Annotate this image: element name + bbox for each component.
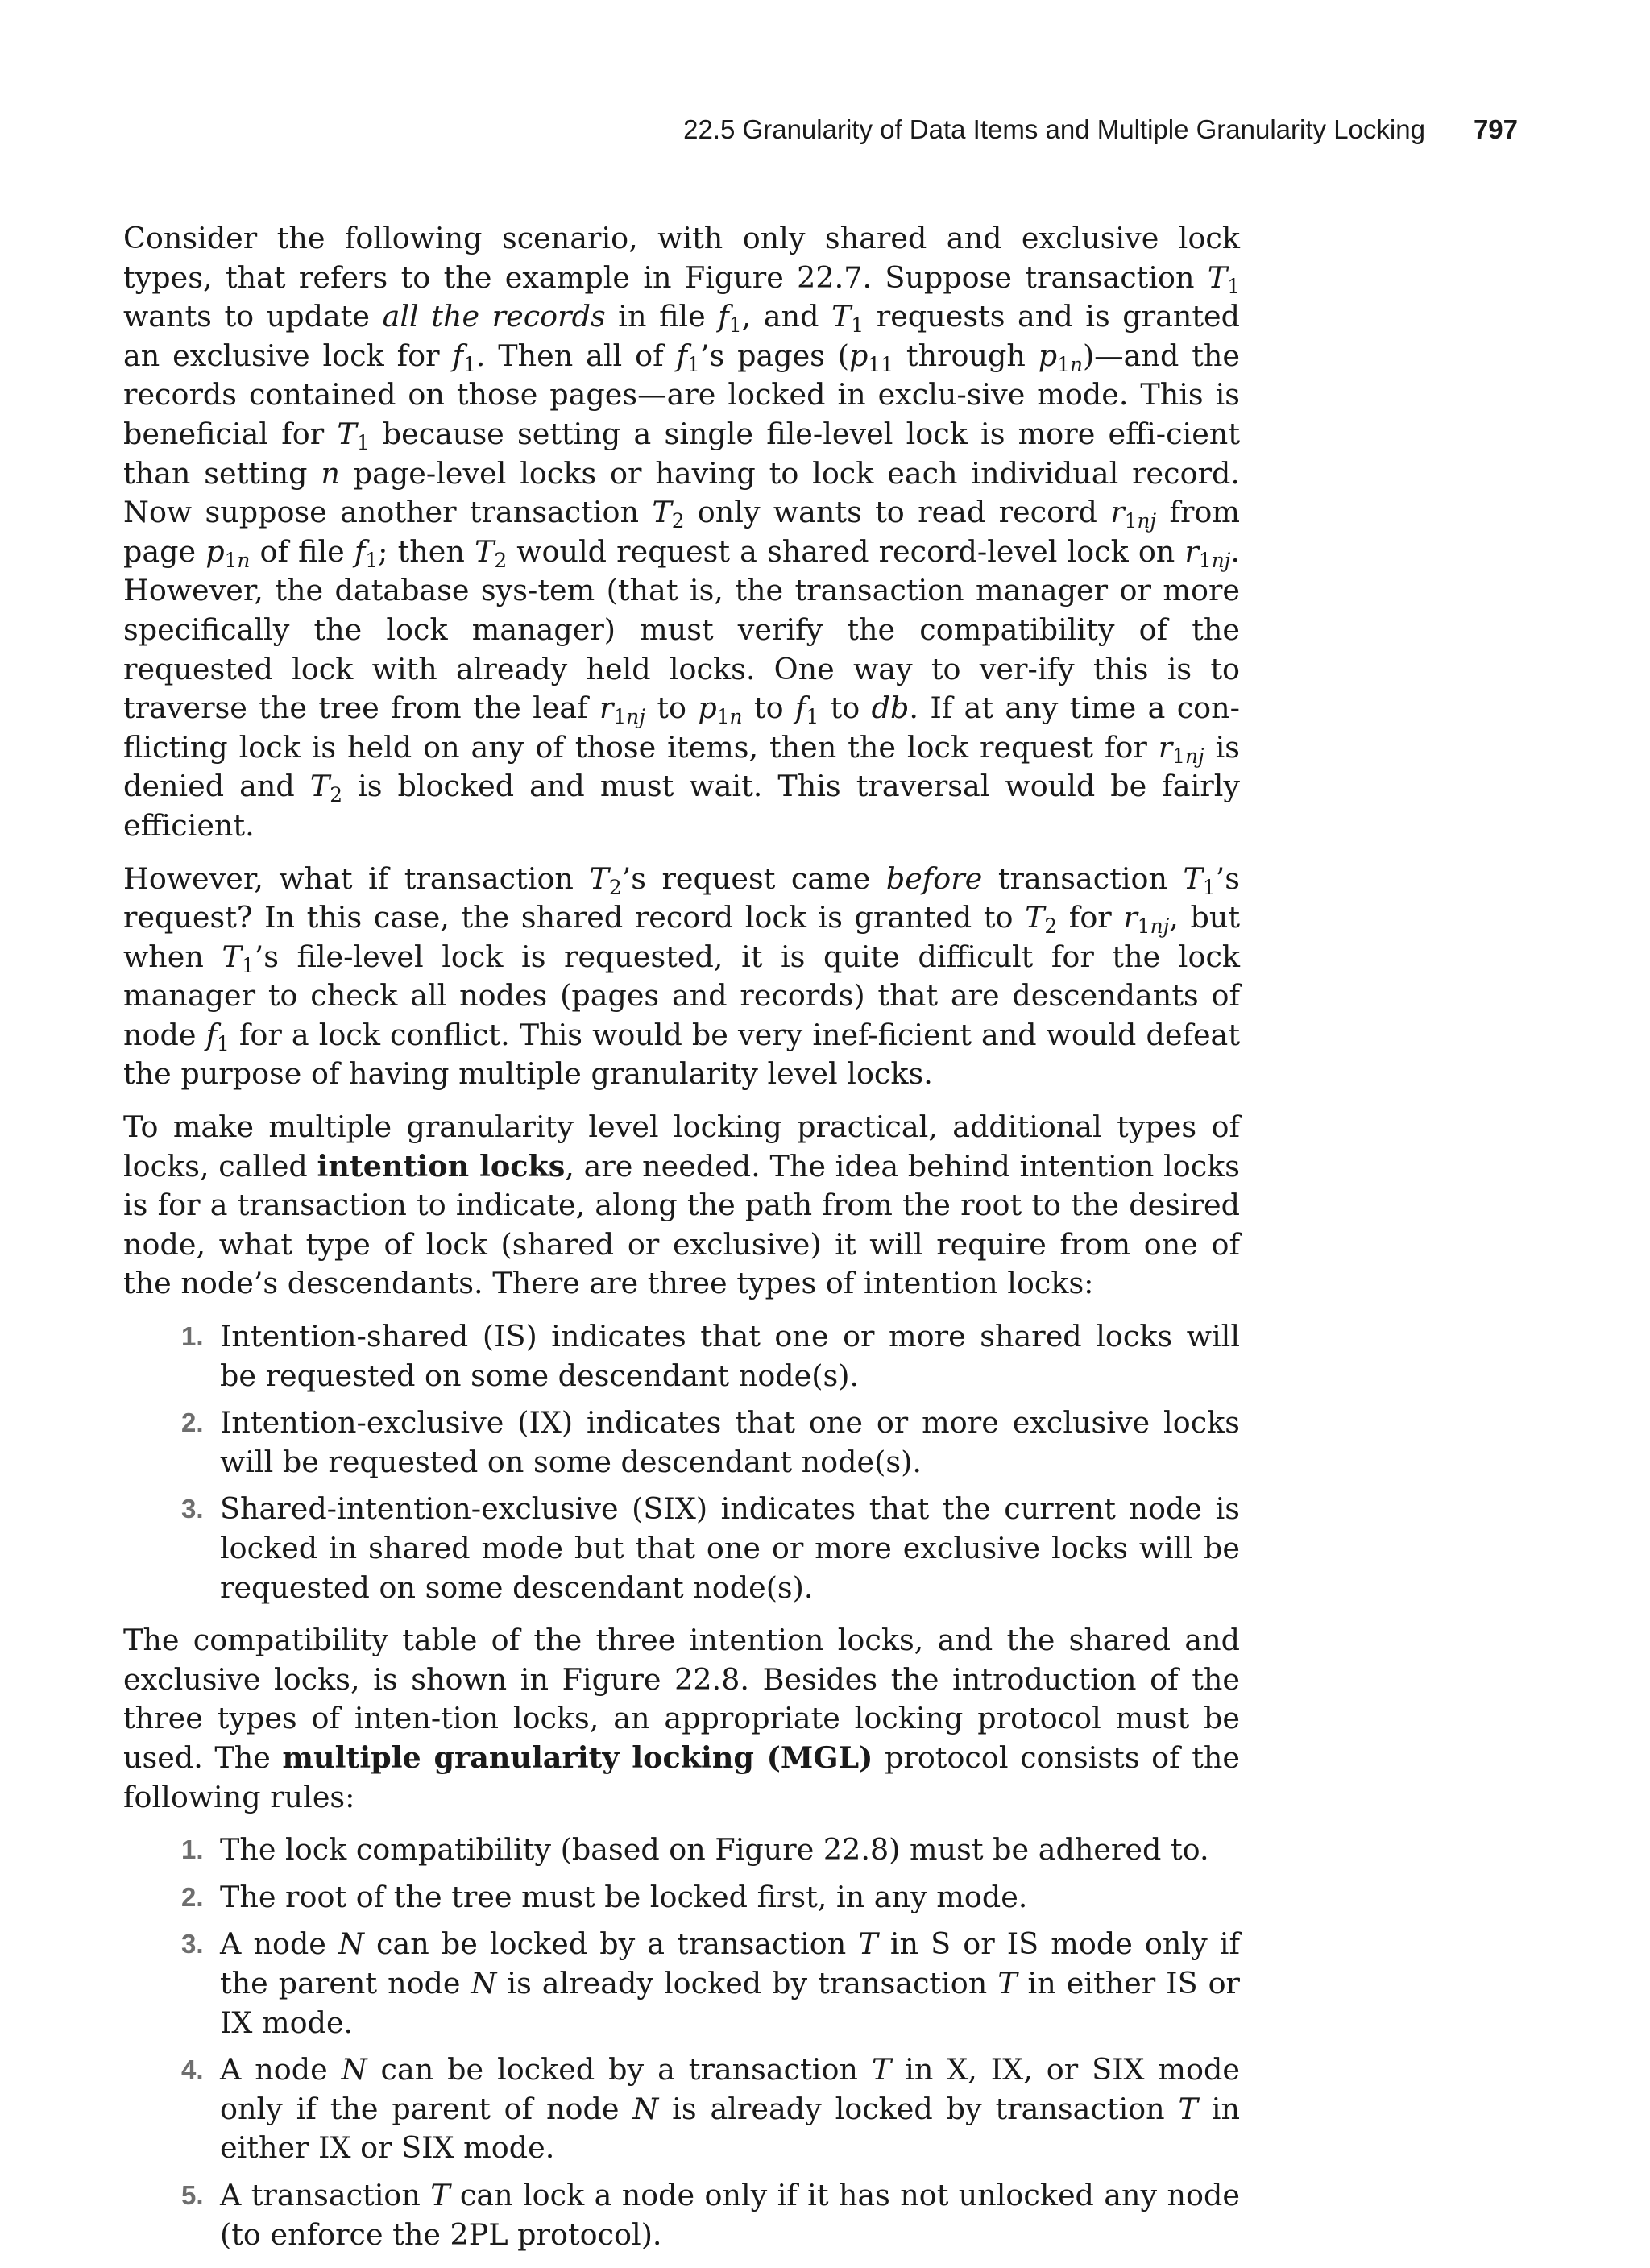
list-item bbox=[181, 1878, 1240, 1918]
list-number: 1. bbox=[181, 1321, 204, 1352]
mgl-rules-list bbox=[123, 1831, 1240, 2254]
list-item-text: The root of the tree must be locked first, in any mode. bbox=[220, 1879, 1028, 1914]
list-item bbox=[181, 2050, 1240, 2168]
running-head bbox=[683, 114, 1518, 145]
list-item-text: Shared-intention-exclusive (SIX) indicates that the current node is locked in shared mode but that one or more exclusive locks will be requested on some descendant node(s). bbox=[220, 1491, 1240, 1605]
list-item bbox=[181, 2176, 1240, 2254]
section-title: 22.5 Granularity of Data Items and Multiple Granularity Locking bbox=[683, 114, 1425, 144]
list-item-text: A node N can be locked by a transaction T in S or IS mode only if the parent node N is already locked by transaction T in either IS or IX mode. bbox=[220, 1926, 1240, 2040]
list-number: 5. bbox=[181, 2179, 204, 2210]
list-number: 2. bbox=[181, 1408, 204, 1438]
list-number: 1. bbox=[181, 1835, 204, 1865]
list-item-text: Intention-exclusive (IX) indicates that one or more exclusive locks will be requested on some descendant node(s). bbox=[220, 1405, 1240, 1479]
list-item-text: The lock compatibility (based on Figure 22.8) must be adhered to. bbox=[220, 1832, 1209, 1868]
list-number: 2. bbox=[181, 1881, 204, 1912]
list-item-text: Intention-shared (IS) indicates that one or more shared locks will be requested on some descendant node(s). bbox=[220, 1319, 1240, 1393]
paragraph-reverse-order: However, what if transaction $T_2’s$ request came before transaction $T_1’s$ request? In this case, the shared record lock is granted to $T_2$ for $r_{1nj}$, but when $T_1’s$ file-level lock is requested, it is quite difficult for the lock manager to check all nodes (pages and records) that are descendants of node $f_1$ for a lock conflict. This would be very inef-​ficient and would defeat the purpose of having multiple granularity level locks. bbox=[123, 860, 1241, 1092]
paragraph-scenario: Consider the following scenario, with only shared and exclusive lock types, that refers to the example in Figure 22.7. Suppose transaction $T_1$ wants to update all the records in file $f_1$, and $T_1$ requests and is granted an exclusive lock for $f_1$. Then all of $f_1’s$ pages ($p_{11}$ through $p_{1n})—and$ the records contained on those pages—are locked in exclu-​sive mode. This is beneficial for $T_1$ because setting a single file-level lock is more effi-​cient than setting n page-level locks or having to lock each individual record. Now suppose another transaction $T_2$ only wants to read record $r_{1nj}$ from page $p_{1n}$ of file $f_1$; then $T_2$ would request a shared record-level lock on $r_{1nj}$. However, the database sys-​tem (that is, the transaction manager or more specifically the lock manager) must verify the compatibility of the requested lock with already held locks. One way to ver-​ify this is to traverse the tree from the leaf $r_{1nj}$ to $p_{1n}$ to $f_1$ to db. If at any time a con-​flicting lock is held on any of those items, then the lock request for $r_{1nj}$ is denied and $T_2$ is blocked and must wait. This traversal would be fairly efficient. bbox=[123, 221, 1240, 843]
list-number: 3. bbox=[181, 1929, 204, 1959]
list-number: 3. bbox=[181, 1494, 204, 1524]
list-item bbox=[181, 1404, 1240, 1482]
list-number: 4. bbox=[181, 2054, 204, 2085]
list-item-text: A node N can be locked by a transaction T in X, IX, or SIX mode only if the parent of node N is already locked by transaction T in either IX or SIX mode. bbox=[220, 2052, 1240, 2166]
list-item bbox=[181, 1490, 1240, 1607]
intention-lock-list bbox=[123, 1317, 1240, 1607]
list-item bbox=[181, 1925, 1240, 2042]
paragraph-intention-locks: To make multiple granularity level locking practical, additional types of locks, called intention locks, are needed. The idea behind intention locks is for a transaction to indicate, along the path from the root to the desired node, what type of lock (shared or exclusive) it will require from one of the node’s descendants. There are three types of intention locks: bbox=[123, 1109, 1240, 1301]
list-item-text: A transaction T can lock a node only if it has not unlocked any node (to enforce the 2PL protocol). bbox=[220, 2177, 1240, 2252]
list-item bbox=[181, 1831, 1240, 1870]
paragraph-mgl-protocol: The compatibility table of the three intention locks, and the shared and exclusive locks, is shown in Figure 22.8. Besides the introduction of the three types of inten-​tion locks, an appropriate locking protocol must be used. The multiple granularity locking (MGL) protocol consists of the following rules: bbox=[123, 1623, 1240, 1814]
body-text bbox=[123, 219, 1240, 2268]
page-number: 797 bbox=[1473, 114, 1518, 144]
list-item bbox=[181, 1317, 1240, 1395]
